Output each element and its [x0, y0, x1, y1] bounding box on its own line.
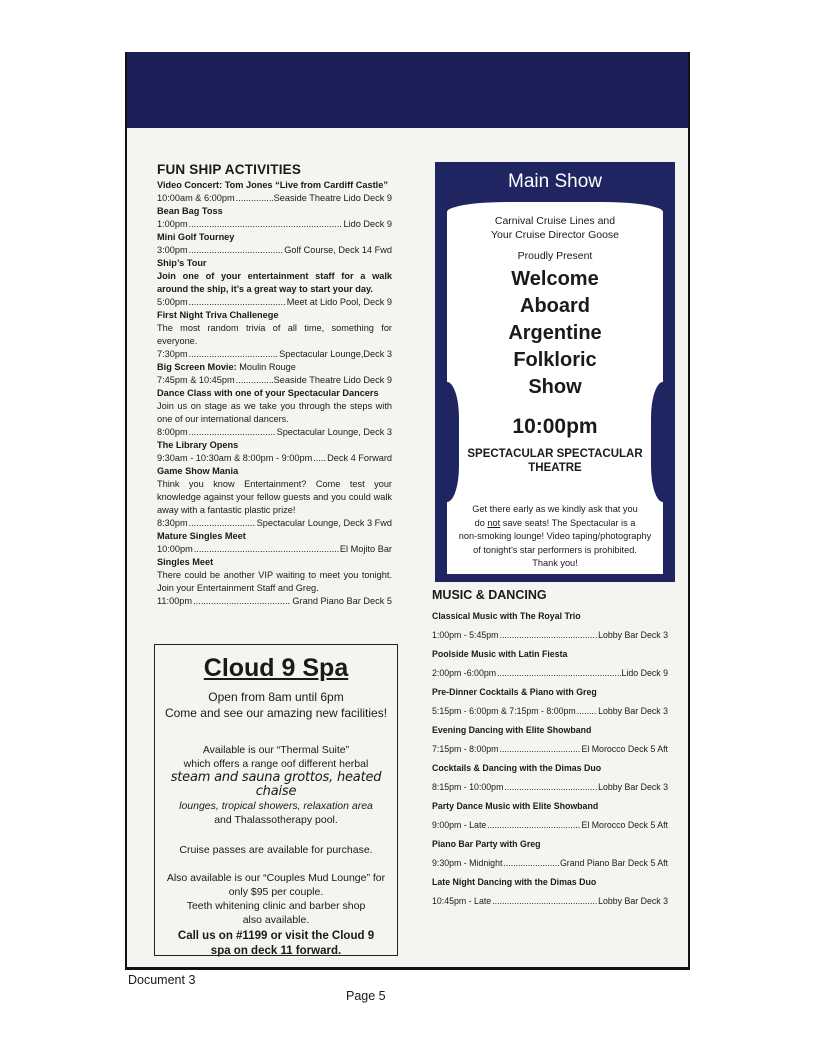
activity-title: Game Show Mania	[157, 466, 239, 476]
activity-item	[157, 530, 392, 556]
activity-time: 10:00pm	[157, 544, 193, 554]
activity-time: 8:30pm	[157, 518, 188, 528]
presenter	[447, 214, 663, 242]
spa-text-line: lounges, tropical showers, relaxation area	[179, 800, 373, 812]
activity-schedule	[157, 543, 392, 556]
activity-venue: Spectacular Lounge,Deck 3	[279, 349, 392, 359]
music-time: 9:00pm - Late	[432, 820, 487, 830]
activity-title: Mature Singles Meet	[157, 531, 246, 541]
music-item	[432, 801, 668, 831]
music-time: 9:30pm - Midnight	[432, 858, 503, 868]
spa-call-line: spa on deck 11 forward.	[210, 945, 342, 957]
music-title: Classical Music with The Royal Trio	[432, 611, 581, 621]
music-title: Cocktails & Dancing with the Dimas Duo	[432, 763, 602, 773]
music-time: 7:15pm - 8:00pm	[432, 744, 499, 754]
activity-description: Join us on stage as we take you through the steps with one of our international dancers.	[157, 401, 392, 424]
activity-item	[157, 179, 392, 205]
spa-text-line: Also available is our “Couples Mud Lounge” for	[166, 872, 386, 884]
spa-title: Cloud 9 Spa	[203, 654, 349, 682]
activity-schedule	[157, 374, 392, 387]
music-item	[432, 649, 668, 679]
music-venue: El Morocco Deck 5 Aft	[581, 744, 668, 754]
activity-time: 1:00pm	[157, 219, 188, 229]
activity-venue: Seaside Theatre Lido Deck 9	[273, 375, 392, 385]
activity-venue: Lido Deck 9	[343, 219, 392, 229]
activity-schedule	[157, 218, 392, 231]
activity-venue: Deck 4 Forward	[327, 453, 392, 463]
music-schedule	[432, 668, 668, 679]
fun-ship-activities	[157, 162, 392, 608]
activity-title-rest: Moulin Rouge	[236, 362, 296, 372]
activity-title: Singles Meet	[157, 557, 214, 567]
headline-line: Welcome	[511, 268, 599, 290]
music-item	[432, 725, 668, 755]
show-headline	[447, 266, 663, 401]
activity-time: 10:00am & 6:00pm	[157, 193, 235, 203]
spa-text-line: which offers a range oof different herbal	[183, 758, 369, 770]
activity-schedule	[157, 296, 392, 309]
music-and-dancing	[432, 588, 668, 907]
main-show-poster	[435, 162, 675, 582]
music-venue: Grand Piano Bar Deck 5 Aft	[559, 858, 668, 868]
show-venue	[447, 447, 663, 475]
activity-venue: El Mojito Bar	[339, 544, 392, 554]
activity-venue: Golf Course, Deck 14 Fwd	[284, 245, 392, 255]
activity-venue: Grand Piano Bar Deck 5	[292, 596, 392, 606]
activity-schedule	[157, 348, 392, 361]
spa-text-line: only $95 per couple.	[228, 886, 324, 898]
note-line: Thank you!	[532, 558, 578, 568]
music-venue: Lobby Bar Deck 3	[598, 896, 668, 906]
presenter-line: Your Cruise Director Goose	[491, 229, 619, 241]
music-venue: Lobby Bar Deck 3	[598, 782, 668, 792]
spa-subtitle: Come and see our amazing new facilities!	[164, 706, 388, 720]
music-heading: MUSIC & DANCING	[432, 588, 547, 602]
activity-schedule	[157, 192, 392, 205]
activity-item	[157, 439, 392, 465]
music-item	[432, 877, 668, 907]
activity-time: 8:00pm	[157, 427, 188, 437]
main-show-title: Main Show	[508, 171, 602, 192]
music-venue: Lido Deck 9	[621, 668, 668, 678]
music-schedule	[432, 858, 668, 869]
activity-time: 9:30am - 10:30am & 8:00pm - 9:00pm	[157, 453, 313, 463]
activity-title: Mini Golf Tourney	[157, 232, 235, 242]
note-line: of tonight’s star performers is prohibited.	[473, 544, 637, 555]
music-schedule	[432, 820, 668, 831]
note-emphasis: not	[487, 517, 501, 528]
spa-text-line: and Thalassotherapy pool.	[214, 814, 338, 826]
activity-item	[157, 309, 392, 361]
music-time: 1:00pm - 5:45pm	[432, 630, 499, 640]
music-title: Evening Dancing with Elite Showband	[432, 725, 592, 735]
activity-time: 7:45pm & 10:45pm	[157, 375, 235, 385]
headline-line: Show	[528, 376, 582, 398]
activity-title-row	[157, 361, 392, 374]
show-note	[447, 503, 663, 571]
activity-time: 3:00pm	[157, 245, 188, 255]
spa-text-line: steam and sauna grottos, heated chaise	[170, 770, 382, 799]
spa-text-line: Teeth whitening clinic and barber shop	[186, 900, 366, 912]
spa-call-line: Call us on #1199 or visit the Cloud 9	[177, 930, 375, 942]
activity-schedule	[157, 595, 392, 608]
activity-time: 5:00pm	[157, 297, 188, 307]
headline-line: Argentine	[508, 322, 602, 344]
proudly-present: Proudly Present	[517, 250, 593, 262]
activity-title: Video Concert: Tom Jones “Live from Cardiff Castle”	[157, 180, 388, 190]
curtain-left	[447, 382, 459, 502]
music-venue: Lobby Bar Deck 3	[598, 706, 668, 716]
activity-description: Think you know Entertainment? Come test your knowledge against your fellow guests and you could walk away with a fantastic plastic prize!	[157, 479, 392, 515]
activity-schedule	[157, 517, 392, 530]
spa-call-to-action	[155, 929, 397, 959]
activity-item	[157, 231, 392, 257]
music-time: 10:45pm - Late	[432, 896, 492, 906]
activity-item	[157, 556, 392, 608]
activity-item	[157, 205, 392, 231]
activities-heading: FUN SHIP ACTIVITIES	[157, 162, 302, 177]
spa-text-line: also available.	[242, 914, 310, 926]
music-schedule	[432, 744, 668, 755]
page-number: Page 5	[346, 989, 386, 1003]
activity-item	[157, 257, 392, 309]
spa-text-line: Available is our “Thermal Suite”	[202, 744, 350, 756]
spa-thermal-suite	[155, 743, 397, 827]
music-time: 2:00pm -6:00pm	[432, 668, 497, 678]
music-schedule	[432, 630, 668, 641]
music-item	[432, 839, 668, 869]
activity-title: Dance Class with one of your Spectacular Dancers	[157, 388, 379, 398]
music-title: Piano Bar Party with Greg	[432, 839, 541, 849]
activity-title: Bean Bag Toss	[157, 206, 223, 216]
activity-schedule	[157, 244, 392, 257]
music-title: Late Night Dancing with the Dimas Duo	[432, 877, 597, 887]
note-text: do	[474, 517, 488, 528]
note-line: Get there early as we kindly ask that you	[472, 504, 638, 514]
activity-venue: Meet at Lido Pool, Deck 9	[286, 297, 392, 307]
show-time: 10:00pm	[512, 415, 598, 438]
activity-venue: Spectacular Lounge, Deck 3 Fwd	[256, 518, 392, 528]
music-schedule	[432, 896, 668, 907]
music-item	[432, 687, 668, 717]
music-venue: Lobby Bar Deck 3	[598, 630, 668, 640]
headline-line: Aboard	[520, 295, 590, 317]
note-line: non-smoking lounge! Video taping/photography	[458, 531, 652, 541]
activity-description: There could be another VIP waiting to meet you tonight. Join your Entertainment Staff and Greg.	[157, 570, 392, 593]
scanned-page	[125, 52, 690, 970]
curtain-right	[651, 382, 663, 502]
spa-couples	[155, 871, 397, 927]
activity-title: First Night Triva Challenege	[157, 310, 279, 320]
music-title: Party Dance Music with Elite Showband	[432, 801, 599, 811]
activity-schedule	[157, 452, 392, 465]
music-time: 8:15pm - 10:00pm	[432, 782, 504, 792]
activity-title: Ship’s Tour	[157, 258, 207, 268]
music-title: Pre-Dinner Cocktails & Piano with Greg	[432, 687, 597, 697]
activity-venue: Seaside Theatre Lido Deck 9	[273, 193, 392, 203]
activity-item	[157, 387, 392, 439]
activity-item	[157, 361, 392, 387]
activity-title: The Library Opens	[157, 440, 239, 450]
activity-time: 11:00pm	[157, 596, 193, 606]
music-venue: El Morocco Deck 5 Aft	[581, 820, 668, 830]
spa-hours: Open from 8am until 6pm	[208, 690, 344, 704]
activity-description: Join one of your entertainment staff for a walk around the ship, it’s a great way to start your day.	[157, 271, 392, 294]
presenter-line: Carnival Cruise Lines and	[494, 215, 616, 227]
activity-title: Big Screen Movie:	[157, 362, 237, 372]
cloud9-spa-box	[154, 644, 398, 956]
music-schedule	[432, 782, 668, 793]
venue-line: THEATRE	[528, 462, 582, 474]
activity-description: The most random trivia of all time, something for everyone.	[157, 323, 392, 346]
activity-venue: Spectacular Lounge, Deck 3	[276, 427, 392, 437]
poster-stage	[447, 202, 663, 574]
note-line	[447, 517, 663, 531]
music-time: 5:15pm - 6:00pm & 7:15pm - 8:00pm	[432, 706, 576, 716]
music-schedule	[432, 706, 668, 717]
activity-time: 7:30pm	[157, 349, 188, 359]
activity-item	[157, 465, 392, 530]
activity-schedule	[157, 426, 392, 439]
top-navy-band	[127, 52, 688, 128]
headline-line: Folkloric	[513, 349, 597, 371]
note-text: save seats! The Spectacular is a	[500, 517, 636, 528]
spa-passes: Cruise passes are available for purchase.	[179, 844, 373, 856]
music-title: Poolside Music with Latin Fiesta	[432, 649, 568, 659]
venue-line: SPECTACULAR SPECTACULAR	[467, 448, 643, 460]
music-item	[432, 611, 668, 641]
music-item	[432, 763, 668, 793]
document-label: Document 3	[128, 973, 196, 987]
